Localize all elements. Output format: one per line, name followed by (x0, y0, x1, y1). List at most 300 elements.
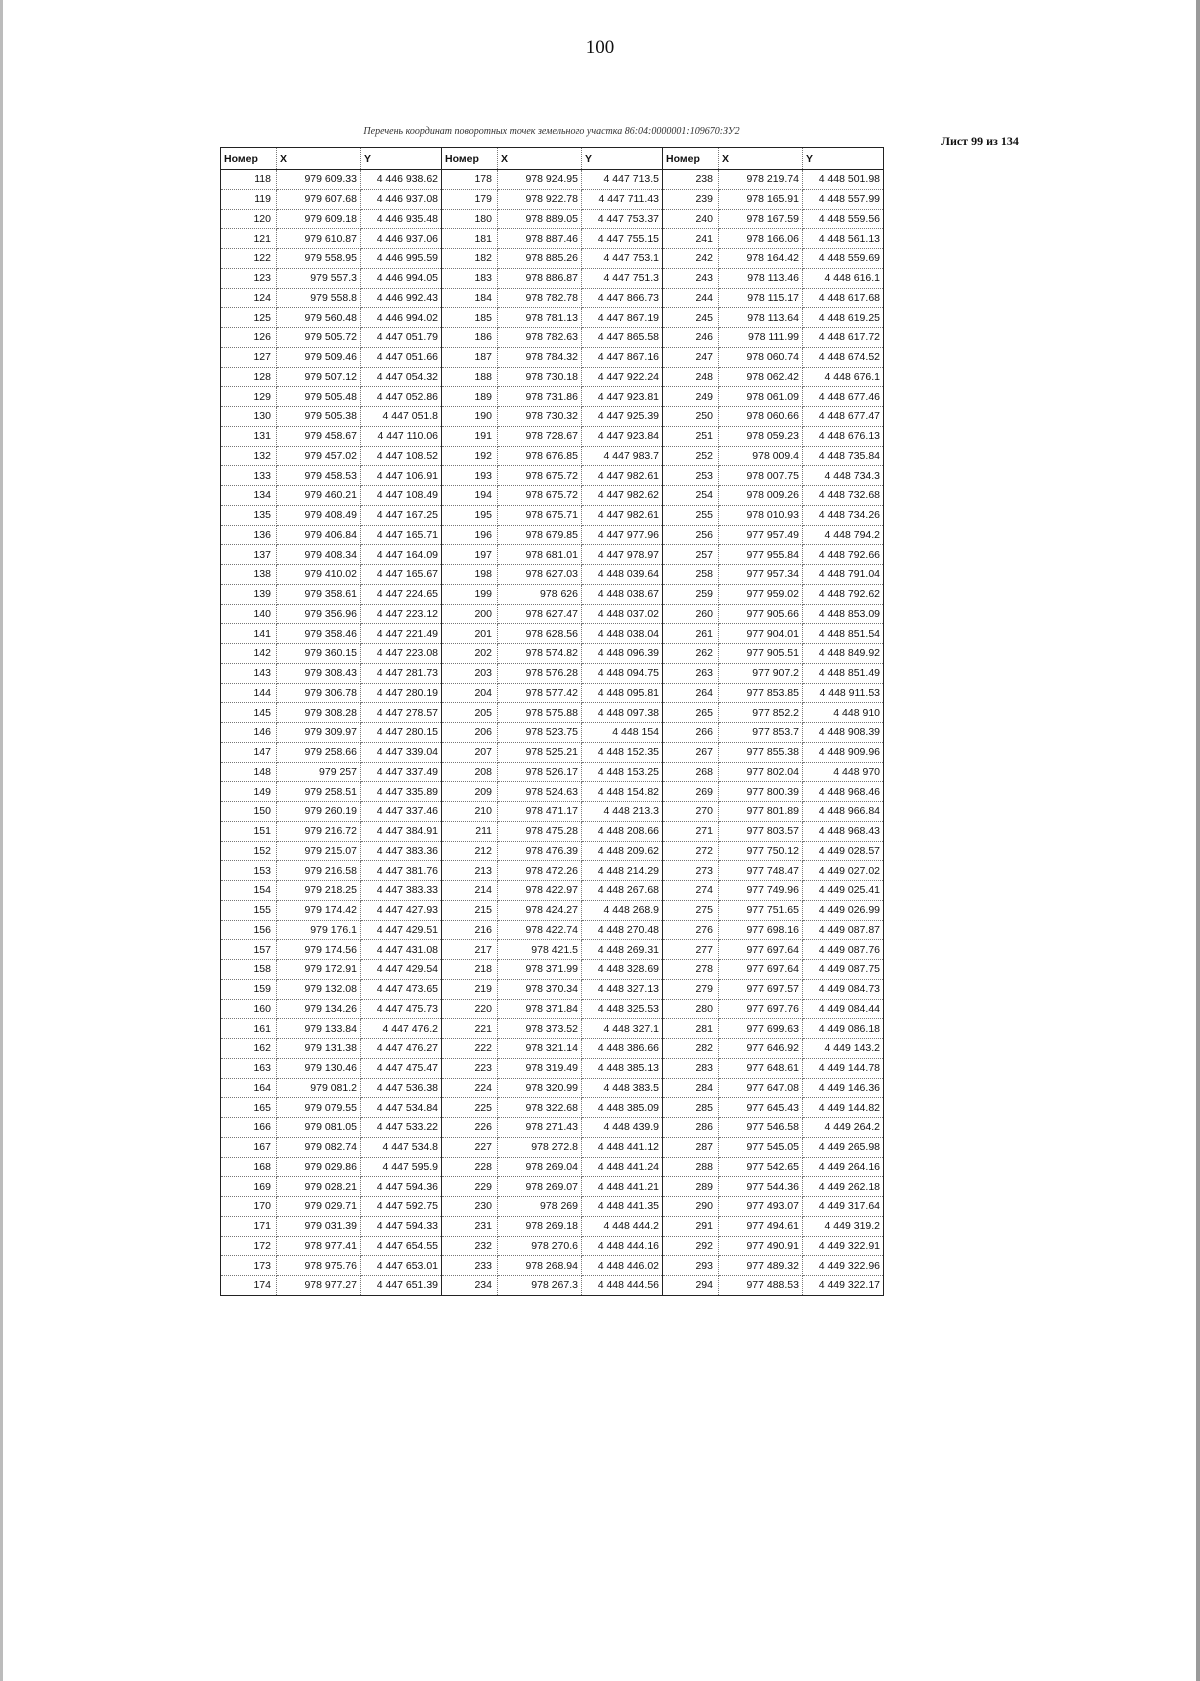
cell-x-3: 977 488.53 (719, 1276, 803, 1296)
cell-y-2: 4 447 753.1 (582, 249, 663, 269)
cell-y-3: 4 449 028.57 (803, 841, 884, 861)
cell-x-3: 977 801.89 (719, 802, 803, 822)
cell-x-1: 979 309.97 (277, 723, 361, 743)
table-row (221, 426, 884, 446)
table-row (221, 802, 884, 822)
cell-number-3: 238 (663, 170, 719, 190)
cell-x-1: 978 977.41 (277, 1236, 361, 1256)
cell-y-1: 4 447 164.09 (361, 545, 442, 565)
cell-x-3: 977 904.01 (719, 624, 803, 644)
cell-x-2: 978 924.95 (498, 170, 582, 190)
cell-x-2: 978 371.84 (498, 999, 582, 1019)
cell-x-2: 978 675.71 (498, 505, 582, 525)
cell-x-3: 977 957.49 (719, 525, 803, 545)
cell-y-1: 4 447 167.25 (361, 505, 442, 525)
cell-x-1: 979 610.87 (277, 229, 361, 249)
cell-number-1: 165 (221, 1098, 277, 1118)
cell-x-1: 979 258.66 (277, 742, 361, 762)
cell-x-3: 977 545.05 (719, 1137, 803, 1157)
table-body (221, 170, 884, 1296)
scan-edge-right (1196, 0, 1200, 1681)
cell-x-1: 979 607.68 (277, 189, 361, 209)
table-row (221, 604, 884, 624)
cell-number-3: 260 (663, 604, 719, 624)
cell-number-3: 289 (663, 1177, 719, 1197)
cell-y-1: 4 447 533.22 (361, 1118, 442, 1138)
cell-y-1: 4 447 280.15 (361, 723, 442, 743)
cell-y-1: 4 447 054.32 (361, 367, 442, 387)
cell-x-2: 978 576.28 (498, 663, 582, 683)
cell-y-1: 4 447 534.84 (361, 1098, 442, 1118)
cell-number-3: 247 (663, 347, 719, 367)
cell-number-3: 251 (663, 426, 719, 446)
cell-number-1: 125 (221, 308, 277, 328)
cell-number-1: 126 (221, 328, 277, 348)
cell-y-2: 4 448 096.39 (582, 644, 663, 664)
cell-y-3: 4 448 791.04 (803, 565, 884, 585)
table-row (221, 1137, 884, 1157)
cell-x-2: 978 922.78 (498, 189, 582, 209)
table-row (221, 1216, 884, 1236)
cell-number-3: 294 (663, 1276, 719, 1296)
table-row (221, 861, 884, 881)
cell-number-2: 185 (442, 308, 498, 328)
cell-y-1: 4 447 431.08 (361, 940, 442, 960)
cell-number-3: 263 (663, 663, 719, 683)
cell-x-3: 978 219.74 (719, 170, 803, 190)
cell-x-1: 979 505.48 (277, 387, 361, 407)
cell-x-3: 977 751.65 (719, 900, 803, 920)
cell-number-1: 150 (221, 802, 277, 822)
cell-y-3: 4 448 674.52 (803, 347, 884, 367)
cell-number-2: 217 (442, 940, 498, 960)
cell-y-3: 4 449 322.96 (803, 1256, 884, 1276)
cell-x-2: 978 475.28 (498, 821, 582, 841)
cell-y-2: 4 448 444.56 (582, 1276, 663, 1296)
cell-y-3: 4 448 910 (803, 703, 884, 723)
table-caption: Перечень координат поворотных точек земельного участка 86:04:0000001:109670:ЗУ2 (363, 126, 740, 137)
header-y-1: Y (361, 148, 442, 170)
cell-x-2: 978 626 (498, 584, 582, 604)
cell-x-2: 978 268.94 (498, 1256, 582, 1276)
cell-x-3: 977 907.2 (719, 663, 803, 683)
cell-number-3: 272 (663, 841, 719, 861)
cell-x-1: 979 356.96 (277, 604, 361, 624)
cell-x-2: 978 373.52 (498, 1019, 582, 1039)
cell-y-3: 4 448 851.49 (803, 663, 884, 683)
table-row (221, 1118, 884, 1138)
cell-number-2: 214 (442, 881, 498, 901)
cell-y-3: 4 449 086.18 (803, 1019, 884, 1039)
cell-x-3: 977 697.64 (719, 960, 803, 980)
cell-y-1: 4 447 051.8 (361, 407, 442, 427)
cell-y-3: 4 448 677.47 (803, 407, 884, 427)
cell-number-1: 149 (221, 782, 277, 802)
cell-number-1: 143 (221, 663, 277, 683)
cell-y-2: 4 448 214.29 (582, 861, 663, 881)
cell-x-1: 979 457.02 (277, 446, 361, 466)
cell-y-3: 4 448 851.54 (803, 624, 884, 644)
header-row (221, 148, 884, 170)
cell-y-3: 4 449 319.2 (803, 1216, 884, 1236)
table-row (221, 189, 884, 209)
cell-y-3: 4 448 677.46 (803, 387, 884, 407)
cell-y-2: 4 448 444.2 (582, 1216, 663, 1236)
cell-y-2: 4 448 385.09 (582, 1098, 663, 1118)
cell-y-1: 4 446 937.06 (361, 229, 442, 249)
cell-y-3: 4 448 732.68 (803, 486, 884, 506)
cell-y-1: 4 447 592.75 (361, 1197, 442, 1217)
cell-number-1: 129 (221, 387, 277, 407)
cell-y-2: 4 447 983.7 (582, 446, 663, 466)
cell-y-1: 4 447 536.38 (361, 1078, 442, 1098)
cell-y-2: 4 448 441.35 (582, 1197, 663, 1217)
cell-number-1: 130 (221, 407, 277, 427)
cell-y-1: 4 446 937.08 (361, 189, 442, 209)
cell-x-1: 979 358.46 (277, 624, 361, 644)
cell-number-3: 245 (663, 308, 719, 328)
cell-number-2: 229 (442, 1177, 498, 1197)
cell-y-1: 4 446 992.43 (361, 288, 442, 308)
cell-y-1: 4 447 052.86 (361, 387, 442, 407)
cell-y-3: 4 448 676.13 (803, 426, 884, 446)
cell-number-1: 147 (221, 742, 277, 762)
table-row (221, 209, 884, 229)
cell-number-2: 182 (442, 249, 498, 269)
cell-y-1: 4 446 995.59 (361, 249, 442, 269)
cell-number-1: 170 (221, 1197, 277, 1217)
cell-x-1: 979 505.72 (277, 328, 361, 348)
cell-y-2: 4 448 154.82 (582, 782, 663, 802)
cell-x-2: 978 523.75 (498, 723, 582, 743)
cell-number-3: 240 (663, 209, 719, 229)
cell-x-1: 979 028.21 (277, 1177, 361, 1197)
cell-y-2: 4 448 385.13 (582, 1058, 663, 1078)
cell-y-2: 4 448 038.67 (582, 584, 663, 604)
cell-y-2: 4 448 209.62 (582, 841, 663, 861)
cell-x-1: 979 509.46 (277, 347, 361, 367)
cell-y-1: 4 447 337.46 (361, 802, 442, 822)
cell-x-3: 977 697.57 (719, 979, 803, 999)
cell-x-1: 979 031.39 (277, 1216, 361, 1236)
cell-number-2: 200 (442, 604, 498, 624)
cell-number-2: 210 (442, 802, 498, 822)
cell-number-3: 275 (663, 900, 719, 920)
cell-y-3: 4 448 561.13 (803, 229, 884, 249)
cell-number-3: 270 (663, 802, 719, 822)
cell-y-3: 4 448 792.62 (803, 584, 884, 604)
cell-number-1: 122 (221, 249, 277, 269)
cell-x-2: 978 628.56 (498, 624, 582, 644)
cell-x-3: 977 490.91 (719, 1236, 803, 1256)
table-header (221, 148, 884, 170)
cell-number-1: 145 (221, 703, 277, 723)
table-row (221, 170, 884, 190)
cell-x-2: 978 889.05 (498, 209, 582, 229)
cell-x-3: 978 062.42 (719, 367, 803, 387)
cell-number-1: 128 (221, 367, 277, 387)
cell-number-2: 205 (442, 703, 498, 723)
table-row (221, 723, 884, 743)
cell-x-2: 978 269.18 (498, 1216, 582, 1236)
cell-x-2: 978 627.03 (498, 565, 582, 585)
cell-y-2: 4 447 923.81 (582, 387, 663, 407)
cell-y-3: 4 448 559.69 (803, 249, 884, 269)
cell-number-1: 124 (221, 288, 277, 308)
cell-x-1: 979 081.2 (277, 1078, 361, 1098)
cell-x-2: 978 271.43 (498, 1118, 582, 1138)
cell-y-1: 4 447 280.19 (361, 683, 442, 703)
cell-number-3: 284 (663, 1078, 719, 1098)
cell-number-3: 256 (663, 525, 719, 545)
cell-number-2: 202 (442, 644, 498, 664)
cell-y-1: 4 447 476.2 (361, 1019, 442, 1039)
cell-y-1: 4 447 335.89 (361, 782, 442, 802)
cell-number-3: 279 (663, 979, 719, 999)
cell-y-2: 4 448 270.48 (582, 920, 663, 940)
cell-x-3: 977 648.61 (719, 1058, 803, 1078)
cell-number-2: 224 (442, 1078, 498, 1098)
cell-number-2: 197 (442, 545, 498, 565)
cell-x-3: 977 803.57 (719, 821, 803, 841)
cell-number-3: 293 (663, 1256, 719, 1276)
cell-number-2: 222 (442, 1039, 498, 1059)
cell-number-2: 220 (442, 999, 498, 1019)
cell-number-3: 290 (663, 1197, 719, 1217)
cell-number-1: 123 (221, 268, 277, 288)
coordinates-table (220, 147, 884, 1296)
cell-x-1: 979 081.05 (277, 1118, 361, 1138)
cell-number-2: 234 (442, 1276, 498, 1296)
cell-y-2: 4 448 097.38 (582, 703, 663, 723)
cell-x-1: 979 558.95 (277, 249, 361, 269)
cell-number-1: 118 (221, 170, 277, 190)
cell-x-3: 977 853.85 (719, 683, 803, 703)
cell-x-1: 979 609.33 (277, 170, 361, 190)
cell-y-1: 4 447 221.49 (361, 624, 442, 644)
cell-number-1: 164 (221, 1078, 277, 1098)
cell-x-2: 978 575.88 (498, 703, 582, 723)
cell-x-1: 979 308.28 (277, 703, 361, 723)
cell-number-1: 161 (221, 1019, 277, 1039)
cell-x-3: 978 166.06 (719, 229, 803, 249)
cell-number-3: 261 (663, 624, 719, 644)
cell-number-2: 203 (442, 663, 498, 683)
cell-x-3: 977 959.02 (719, 584, 803, 604)
cell-x-1: 979 216.58 (277, 861, 361, 881)
cell-number-1: 138 (221, 565, 277, 585)
cell-number-2: 183 (442, 268, 498, 288)
cell-x-1: 979 029.86 (277, 1157, 361, 1177)
cell-x-1: 979 132.08 (277, 979, 361, 999)
table-row (221, 644, 884, 664)
cell-x-2: 978 526.17 (498, 762, 582, 782)
cell-number-2: 195 (442, 505, 498, 525)
cell-number-3: 274 (663, 881, 719, 901)
cell-number-2: 188 (442, 367, 498, 387)
cell-number-3: 242 (663, 249, 719, 269)
table-row (221, 328, 884, 348)
table-row (221, 999, 884, 1019)
cell-number-1: 146 (221, 723, 277, 743)
cell-y-3: 4 448 676.1 (803, 367, 884, 387)
cell-x-2: 978 272.8 (498, 1137, 582, 1157)
cell-y-1: 4 447 475.47 (361, 1058, 442, 1078)
cell-number-1: 153 (221, 861, 277, 881)
cell-x-2: 978 422.74 (498, 920, 582, 940)
cell-x-1: 979 176.1 (277, 920, 361, 940)
cell-y-3: 4 449 146.36 (803, 1078, 884, 1098)
cell-x-2: 978 681.01 (498, 545, 582, 565)
cell-y-1: 4 447 429.51 (361, 920, 442, 940)
table-row (221, 525, 884, 545)
table-row (221, 486, 884, 506)
cell-x-1: 979 079.55 (277, 1098, 361, 1118)
cell-number-3: 248 (663, 367, 719, 387)
cell-x-3: 977 699.63 (719, 1019, 803, 1039)
cell-y-1: 4 447 106.91 (361, 466, 442, 486)
cell-number-2: 194 (442, 486, 498, 506)
cell-y-3: 4 448 501.98 (803, 170, 884, 190)
cell-number-1: 136 (221, 525, 277, 545)
cell-number-2: 209 (442, 782, 498, 802)
cell-number-1: 120 (221, 209, 277, 229)
cell-x-2: 978 524.63 (498, 782, 582, 802)
cell-number-1: 137 (221, 545, 277, 565)
cell-number-2: 192 (442, 446, 498, 466)
cell-x-1: 979 029.71 (277, 1197, 361, 1217)
cell-x-3: 978 113.64 (719, 308, 803, 328)
cell-y-3: 4 449 025.41 (803, 881, 884, 901)
table-row (221, 900, 884, 920)
cell-x-3: 977 697.76 (719, 999, 803, 1019)
cell-number-2: 208 (442, 762, 498, 782)
cell-number-3: 264 (663, 683, 719, 703)
cell-number-3: 271 (663, 821, 719, 841)
cell-y-3: 4 449 264.16 (803, 1157, 884, 1177)
cell-x-1: 979 507.12 (277, 367, 361, 387)
cell-number-1: 168 (221, 1157, 277, 1177)
cell-number-3: 241 (663, 229, 719, 249)
cell-number-2: 201 (442, 624, 498, 644)
cell-number-3: 268 (663, 762, 719, 782)
cell-number-1: 140 (221, 604, 277, 624)
cell-x-3: 977 905.66 (719, 604, 803, 624)
cell-x-3: 977 494.61 (719, 1216, 803, 1236)
cell-x-2: 978 476.39 (498, 841, 582, 861)
cell-number-2: 218 (442, 960, 498, 980)
cell-number-3: 250 (663, 407, 719, 427)
cell-number-2: 191 (442, 426, 498, 446)
cell-y-2: 4 448 037.02 (582, 604, 663, 624)
cell-x-2: 978 525.21 (498, 742, 582, 762)
cell-y-1: 4 447 653.01 (361, 1256, 442, 1276)
cell-x-3: 977 852.2 (719, 703, 803, 723)
cell-y-3: 4 449 317.64 (803, 1197, 884, 1217)
cell-x-1: 979 174.56 (277, 940, 361, 960)
cell-x-2: 978 320.99 (498, 1078, 582, 1098)
cell-y-1: 4 446 994.05 (361, 268, 442, 288)
cell-x-2: 978 679.85 (498, 525, 582, 545)
cell-y-1: 4 447 281.73 (361, 663, 442, 683)
cell-x-2: 978 269.07 (498, 1177, 582, 1197)
cell-x-1: 979 131.38 (277, 1039, 361, 1059)
table-row (221, 1019, 884, 1039)
cell-x-2: 978 574.82 (498, 644, 582, 664)
cell-x-2: 978 424.27 (498, 900, 582, 920)
cell-x-1: 979 306.78 (277, 683, 361, 703)
cell-number-2: 215 (442, 900, 498, 920)
cell-number-3: 286 (663, 1118, 719, 1138)
table-row (221, 1197, 884, 1217)
cell-y-2: 4 448 213.3 (582, 802, 663, 822)
cell-x-3: 977 750.12 (719, 841, 803, 861)
cell-y-3: 4 449 084.73 (803, 979, 884, 999)
cell-number-3: 277 (663, 940, 719, 960)
table-row (221, 782, 884, 802)
cell-y-1: 4 446 935.48 (361, 209, 442, 229)
cell-number-1: 132 (221, 446, 277, 466)
cell-x-1: 979 258.51 (277, 782, 361, 802)
cell-x-3: 978 111.99 (719, 328, 803, 348)
cell-x-3: 978 113.46 (719, 268, 803, 288)
cell-y-2: 4 448 439.9 (582, 1118, 663, 1138)
cell-x-2: 978 784.32 (498, 347, 582, 367)
cell-y-1: 4 447 165.71 (361, 525, 442, 545)
cell-y-3: 4 448 557.99 (803, 189, 884, 209)
cell-x-1: 979 308.43 (277, 663, 361, 683)
table-row (221, 979, 884, 999)
cell-y-1: 4 447 384.91 (361, 821, 442, 841)
cell-number-1: 154 (221, 881, 277, 901)
table-row (221, 1236, 884, 1256)
cell-x-1: 979 458.67 (277, 426, 361, 446)
cell-x-1: 979 130.46 (277, 1058, 361, 1078)
cell-number-2: 212 (442, 841, 498, 861)
cell-number-1: 151 (221, 821, 277, 841)
cell-x-3: 978 115.17 (719, 288, 803, 308)
table-row (221, 1098, 884, 1118)
header-number-2: Номер (442, 148, 498, 170)
cell-x-1: 979 082.74 (277, 1137, 361, 1157)
cell-y-2: 4 448 441.24 (582, 1157, 663, 1177)
cell-number-1: 172 (221, 1236, 277, 1256)
cell-number-2: 187 (442, 347, 498, 367)
cell-x-2: 978 472.26 (498, 861, 582, 881)
header-number-3: Номер (663, 148, 719, 170)
cell-x-3: 978 059.23 (719, 426, 803, 446)
cell-x-1: 979 458.53 (277, 466, 361, 486)
cell-y-1: 4 447 108.52 (361, 446, 442, 466)
cell-x-3: 977 646.92 (719, 1039, 803, 1059)
table-row (221, 940, 884, 960)
cell-number-2: 225 (442, 1098, 498, 1118)
cell-number-1: 144 (221, 683, 277, 703)
cell-y-1: 4 447 427.93 (361, 900, 442, 920)
cell-x-2: 978 731.86 (498, 387, 582, 407)
table-row (221, 703, 884, 723)
cell-number-1: 119 (221, 189, 277, 209)
cell-number-2: 223 (442, 1058, 498, 1078)
cell-x-2: 978 370.34 (498, 979, 582, 999)
table-row (221, 920, 884, 940)
table-row (221, 308, 884, 328)
cell-number-3: 273 (663, 861, 719, 881)
cell-number-3: 265 (663, 703, 719, 723)
cell-number-2: 226 (442, 1118, 498, 1138)
cell-x-3: 978 009.26 (719, 486, 803, 506)
table-row (221, 229, 884, 249)
